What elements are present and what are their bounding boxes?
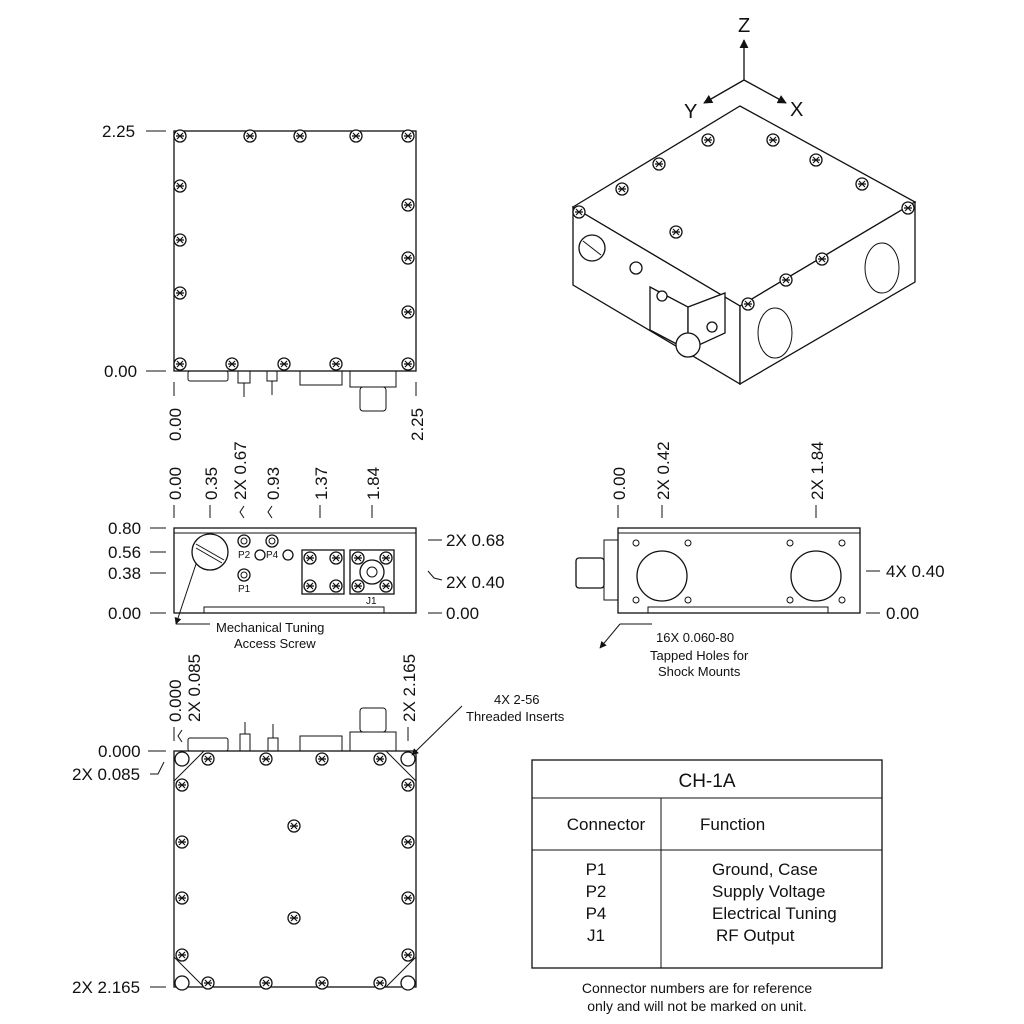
tuning-note-line1: Mechanical Tuning xyxy=(216,620,325,635)
inserts-note-line1: 4X 2-56 xyxy=(494,692,540,707)
top-view xyxy=(102,122,427,441)
side-top-label-1-84: 2X 1.84 xyxy=(808,441,827,500)
tapped-note-line1: 16X 0.060-80 xyxy=(656,630,735,645)
table-header-function: Function xyxy=(700,815,766,834)
bottom-top-label-2-165: 2X 2.165 xyxy=(400,653,419,722)
connector-label-p2: P2 xyxy=(238,550,251,561)
front-view-left-dims xyxy=(108,519,166,623)
front-top-label-0-35: 0.35 xyxy=(202,466,221,500)
front-right-label-0-40: 2X 0.40 xyxy=(446,573,505,592)
side-right-label-0-40: 4X 0.40 xyxy=(886,562,945,581)
side-top-label-0-00: 0.00 xyxy=(610,466,629,500)
axis-x-label: X xyxy=(790,99,804,121)
front-top-label-0-67: 2X 0.67 xyxy=(231,441,250,500)
side-top-label-0-42: 2X 0.42 xyxy=(654,441,673,500)
connector-label-p1: P1 xyxy=(238,584,251,595)
front-left-label-0-80: 0.80 xyxy=(108,519,142,538)
front-left-label-0-00: 0.00 xyxy=(108,604,142,623)
top-view-label-2-25: 2.25 xyxy=(102,122,136,141)
front-top-label-1-84: 1.84 xyxy=(364,466,383,500)
table-header-connector: Connector xyxy=(566,815,646,834)
bottom-view-connectors xyxy=(188,708,396,751)
connector-label-p4: P4 xyxy=(266,550,279,561)
top-view-label-x-0-00: 0.00 xyxy=(166,407,185,441)
side-view xyxy=(576,441,945,679)
table-row-connector-p1: P1 xyxy=(585,860,607,879)
bottom-top-label-0-085: 2X 0.085 xyxy=(185,653,204,722)
front-left-label-0-56: 0.56 xyxy=(108,543,142,562)
table-row-function-p2: Supply Voltage xyxy=(712,882,826,901)
front-top-label-0-00: 0.00 xyxy=(166,466,185,500)
top-view-label-x-2-25: 2.25 xyxy=(408,407,427,441)
tuning-note-line2: Access Screw xyxy=(234,636,316,651)
axis-y-label: Y xyxy=(684,101,698,123)
table-row-function-p1: Ground, Case xyxy=(712,860,818,879)
bottom-left-label-0-000: 0.000 xyxy=(98,742,141,761)
table-row-function-j1: RF Output xyxy=(716,926,795,945)
tapped-note-line2: Tapped Holes for xyxy=(650,648,749,663)
front-right-label-0-00: 0.00 xyxy=(446,604,480,623)
bottom-top-label-0-000: 0.000 xyxy=(166,679,185,722)
table-row-connector-p4: P4 xyxy=(585,904,607,923)
bottom-left-label-0-085: 2X 0.085 xyxy=(72,765,141,784)
front-view-top-dims xyxy=(166,441,383,518)
front-left-label-0-38: 0.38 xyxy=(108,564,142,583)
front-top-label-0-93: 0.93 xyxy=(264,466,283,500)
footnote-line2: only and will not be marked on unit. xyxy=(587,998,807,1014)
top-view-label-0-00: 0.00 xyxy=(104,362,138,381)
table-row-function-p4: Electrical Tuning xyxy=(712,904,837,923)
side-right-label-0-00: 0.00 xyxy=(886,604,920,623)
front-top-label-1-37: 1.37 xyxy=(312,466,331,500)
bottom-left-label-2-165: 2X 2.165 xyxy=(72,978,141,997)
table-row-connector-p2: P2 xyxy=(585,882,607,901)
front-view xyxy=(108,441,505,651)
table-row-connector-j1: J1 xyxy=(587,926,605,945)
footnote-line1: Connector numbers are for reference xyxy=(581,980,813,996)
table-title: CH-1A xyxy=(678,771,736,792)
bottom-view xyxy=(72,654,565,997)
axis-z-label: Z xyxy=(738,15,751,37)
front-view-right-dims xyxy=(428,531,505,623)
inserts-note-line2: Threaded Inserts xyxy=(466,709,565,724)
connector-label-j1: J1 xyxy=(366,596,377,607)
axis-triad xyxy=(684,15,803,123)
top-view-connectors xyxy=(188,371,396,411)
connector-table xyxy=(532,760,882,968)
isometric-view xyxy=(573,106,915,384)
tapped-note-line3: Shock Mounts xyxy=(658,664,741,679)
front-right-label-0-68: 2X 0.68 xyxy=(446,531,505,550)
